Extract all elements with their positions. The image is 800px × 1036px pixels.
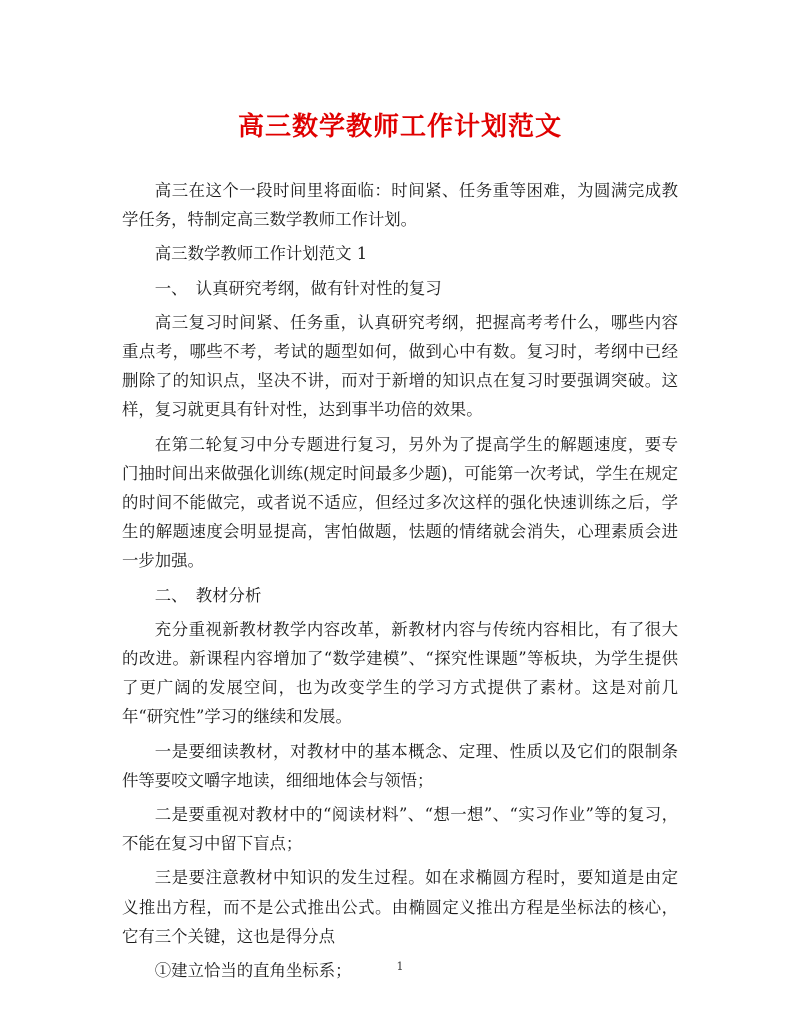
document-title: 高三数学教师工作计划范文	[237, 112, 562, 142]
section-heading-1: 一、 认真研究考纲，做有针对性的复习	[154, 278, 442, 298]
body-paragraph: 在第二轮复习中分专题进行复习，另外为了提高学生的解题速度，要专门抽时间出来做强化训练(规定时间最多少题)，可能第一次考试，学生在规定的时间不能做完，或者说不适应，但经过多次这样的强化快速训练之后，学生的解题速度会明显提高，害怕做题，怯题的情绪就会消失，心理素质会进一步加强。	[122, 434, 678, 571]
body-paragraph: 充分重视新教材教学内容改革，新教材内容与传统内容相比，有了很大的改进。新课程内容增加了“数学建模”、“探究性课题”等板块，为学生提供了更广阔的发展空间，也为改变学生的学习方式提供了素材。这是对前几年“研究性”学习的继续和发展。	[122, 619, 678, 727]
body-paragraph: 一是要细读教材，对教材中的基本概念、定理、性质以及它们的限制条件等要咬文嚼字地读，细细地体会与领悟；	[122, 741, 678, 790]
section-heading-2: 二、 教材分析	[154, 585, 262, 605]
intro-paragraph: 高三在这个一段时间里将面临：时间紧、任务重等困难，为圆满完成教学任务，特制定高三数学教师工作计划。	[122, 181, 678, 230]
page-number: 1	[396, 960, 404, 973]
body-paragraph: 高三复习时间紧、任务重，认真研究考纲，把握高考考什么，哪些内容重点考，哪些不考，考试的题型如何，做到心中有数。复习时，考纲中已经删除了的知识点，坚决不讲，而对于新增的知识点在复习时要强调突破。这样，复习就更具有针对性，达到事半功倍的效果。	[122, 312, 678, 420]
body-paragraph: 三是要注意教材中知识的发生过程。如在求椭圆方程时，要知道是由定义推出方程，而不是公式推出公式。由椭圆定义推出方程是坐标法的核心，它有三个关键，这也是得分点	[122, 868, 678, 946]
section-subtitle: 高三数学教师工作计划范文 1	[154, 244, 368, 264]
body-paragraph: 二是要重视对教材中的“阅读材料”、“想一想”、“实习作业”等的复习，不能在复习中留下盲点；	[122, 805, 678, 854]
document-body	[122, 176, 678, 985]
body-paragraph: ①建立恰当的直角坐标系；	[154, 961, 352, 981]
